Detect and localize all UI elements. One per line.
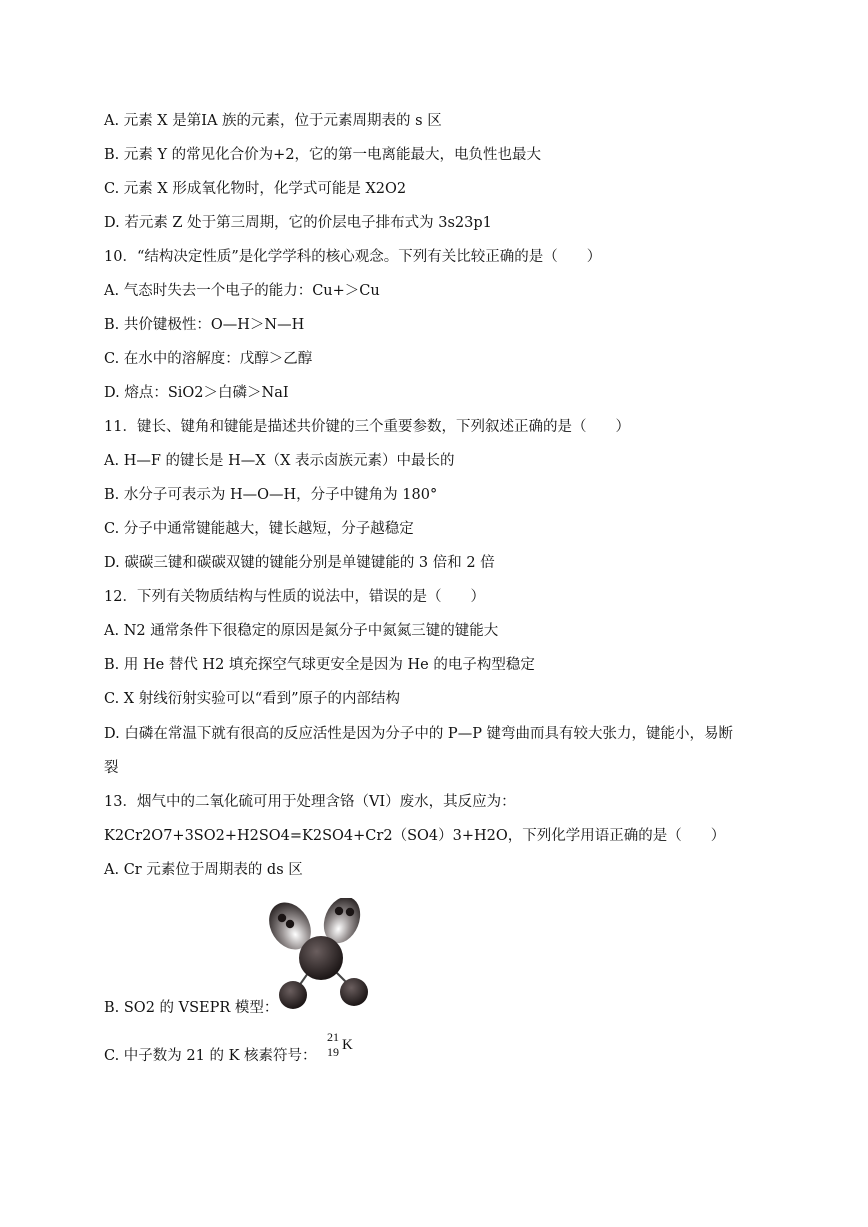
option-12d: D. 白磷在常温下就有很高的反应活性是因为分子中的 P—P 键弯曲而具有较大张力，键能小，易断: [104, 726, 734, 742]
option-10b: B. 共价键极性：O—H＞N—H: [104, 317, 305, 333]
option-11b: B. 水分子可表示为 H—O—H，分子中键角为 180°: [104, 487, 438, 503]
option-13a: A. Cr 元素位于周期表的 ds 区: [104, 862, 303, 878]
option-12c: C. X 射线衍射实验可以“看到”原子的内部结构: [104, 691, 401, 707]
option-9a: A. 元素 X 是第IA 族的元素，位于元素周期表的 s 区: [104, 113, 442, 129]
question-13: 13．烟气中的二氧化硫可用于处理含铬（VI）废水，其反应为：: [104, 794, 516, 810]
question-13-equation: K2Cr2O7+3SO2+H2SO4=K2SO4+Cr2（SO4）3+H2O，下列化学用语正确的是（ ）: [104, 828, 726, 844]
option-11a: A. H—F 的键长是 H—X（X 表示卤族元素）中最长的: [104, 453, 455, 469]
isotope-mass-number: 21: [327, 1030, 339, 1044]
question-11: 11．键长、键角和键能是描述共价键的三个重要参数，下列叙述正确的是（ ）: [104, 419, 630, 435]
option-10c: C. 在水中的溶解度：戊醇＞乙醇: [104, 351, 313, 367]
option-11d: D. 碳碳三键和碳碳双键的键能分别是单键键能的 3 倍和 2 倍: [104, 555, 495, 571]
option-13c: C. 中子数为 21 的 K 核素符号：: [104, 1048, 317, 1064]
option-10a: A. 气态时失去一个电子的能力：Cu+＞Cu: [104, 283, 380, 299]
option-9d: D. 若元素 Z 处于第三周期，它的价层电子排布式为 3s23p1: [104, 215, 492, 231]
option-9b: B. 元素 Y 的常见化合价为+2，它的第一电离能最大，电负性也最大: [104, 147, 542, 163]
option-10d: D. 熔点：SiO2＞白磷＞NaI: [104, 385, 289, 401]
so2-vsepr-model-image: [266, 898, 376, 1010]
isotope-atomic-number: 19: [327, 1045, 339, 1059]
isotope-element-symbol: K: [342, 1037, 353, 1053]
question-10: 10．“结构决定性质”是化学学科的核心观念。下列有关比较正确的是（ ）: [104, 249, 602, 265]
option-12a: A. N2 通常条件下很稳定的原因是氮分子中氮氮三键的键能大: [104, 623, 499, 639]
potassium-isotope-symbol: [324, 1030, 364, 1064]
option-12b: B. 用 He 替代 H2 填充探空气球更安全是因为 He 的电子构型稳定: [104, 657, 535, 673]
question-12: 12．下列有关物质结构与性质的说法中，错误的是（ ）: [104, 589, 485, 605]
option-13b: B. SO2 的 VSEPR 模型：: [104, 1000, 279, 1016]
option-11c: C. 分子中通常键能越大，键长越短，分子越稳定: [104, 521, 414, 537]
option-9c: C. 元素 X 形成氧化物时，化学式可能是 X2O2: [104, 181, 407, 197]
option-12d-continued: 裂: [104, 760, 119, 776]
